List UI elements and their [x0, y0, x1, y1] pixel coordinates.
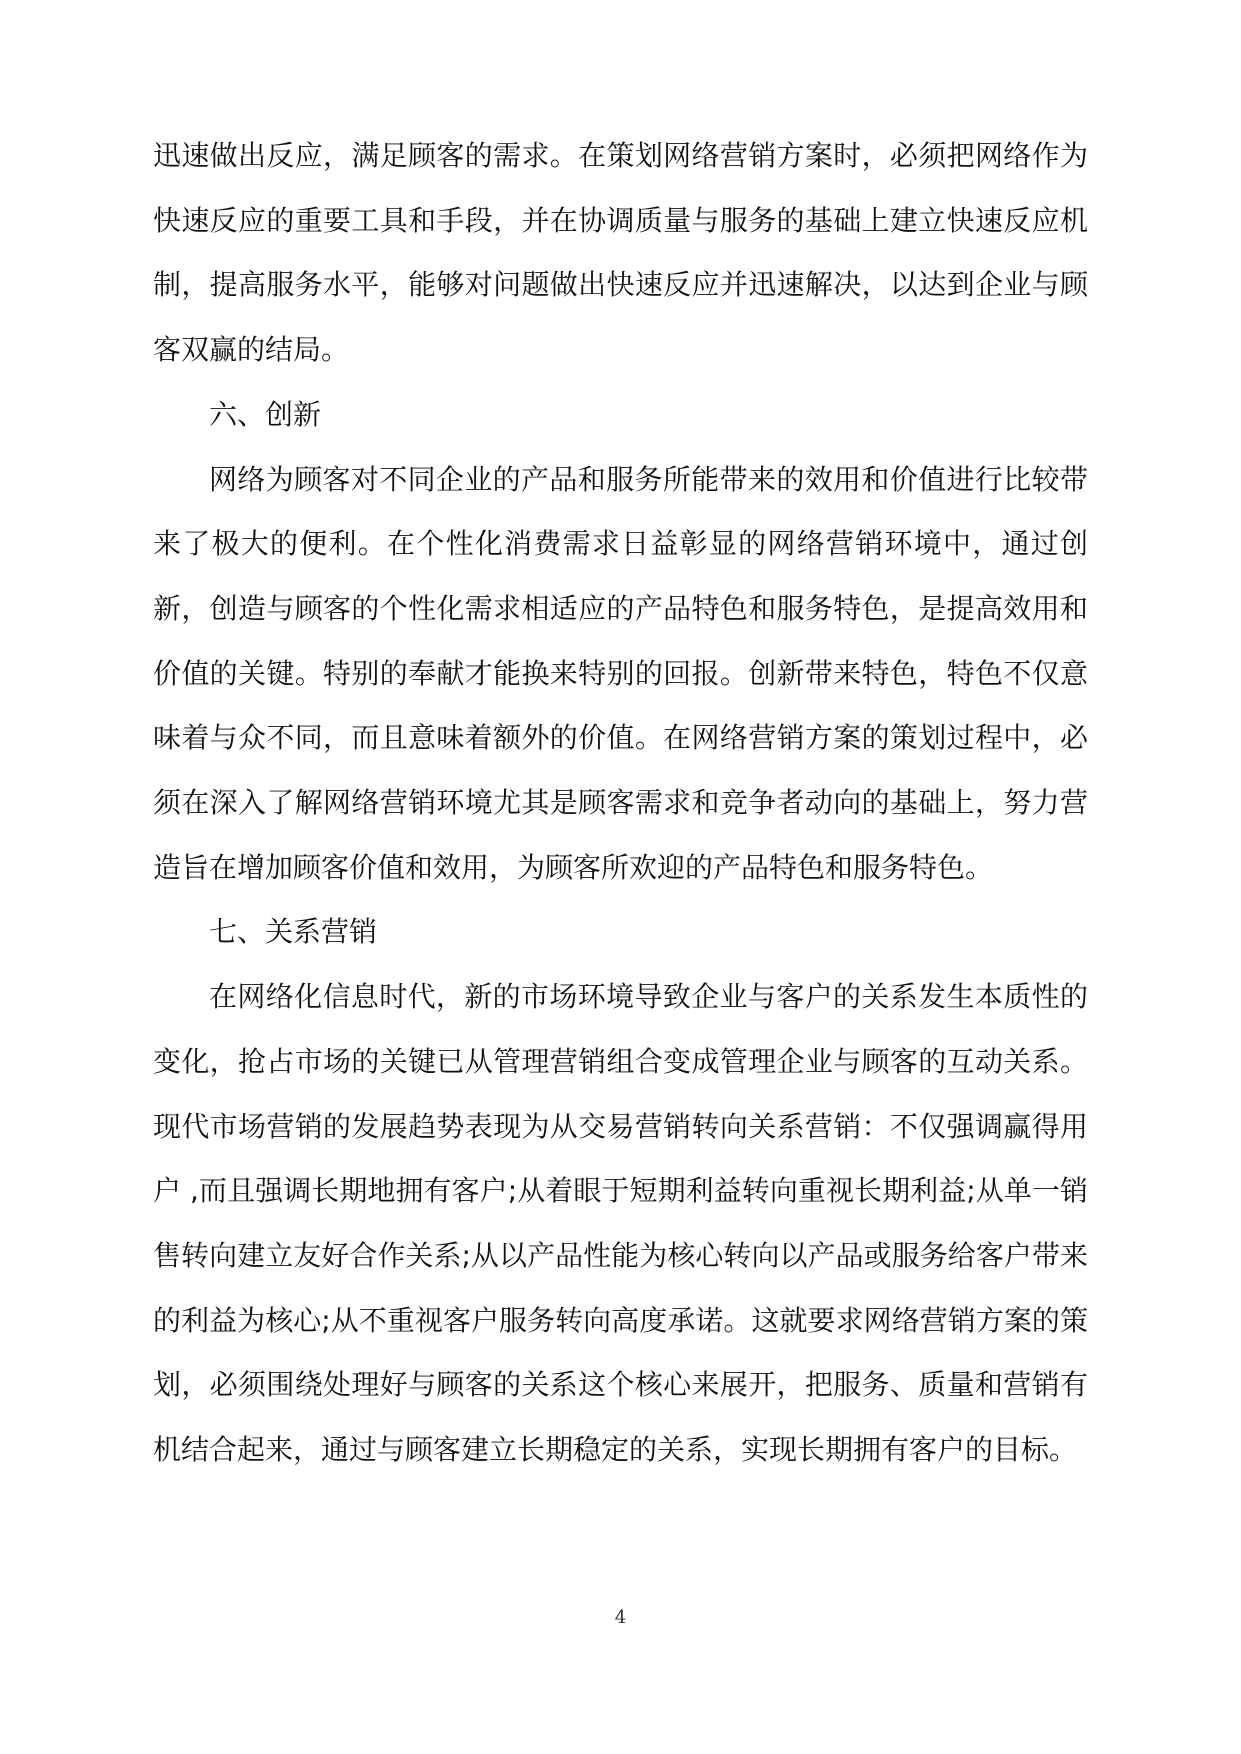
paragraph-innovation: 网络为顾客对不同企业的产品和服务所能带来的效用和价值进行比较带来了极大的便利。在个性化消费需求日益彰显的网络营销环境中，通过创新，创造与顾客的个性化需求相适应的产品特色和服务特色，是提高效用和价值的关键。特别的奉献才能换来特别的回报。创新带来特色，特色不仅意味着与众不同，而且意味着额外的价值。在网络营销方案的策划过程中，必须在深入了解网络营销环境尤其是顾客需求和竞争者动向的基础上，努力营造旨在增加顾客价值和效用，为顾客所欢迎的产品特色和服务特色。 — [153, 462, 1088, 884]
section-heading-relationship-marketing: 七、关系营销 — [209, 915, 378, 949]
page-number: 4 — [614, 1607, 627, 1628]
section-heading-innovation: 六、创新 — [209, 397, 322, 431]
paragraph-continuation: 迅速做出反应，满足顾客的需求。在策划网络营销方案时，必须把网络作为快速反应的重要工具和手段，并在协调质量与服务的基础上建立快速反应机制，提高服务水平，能够对问题做出快速反应并迅速解决，以达到企业与顾客双赢的结局。 — [153, 139, 1088, 367]
paragraph-relationship-marketing: 在网络化信息时代，新的市场环境导致企业与客户的关系发生本质性的变化，抢占市场的关键已从管理营销组合变成管理企业与顾客的互动关系。现代市场营销的发展趋势表现为从交易营销转向关系营销：不仅强调赢得用户 ,而且强调长期地拥有客户;从着眼于短期利益转向重视长期利益;从单一销售转向建立友好合作关系;从以产品性能为核心转向以产品或服务给客户带来的利益为核心;从不重视客户服务转向高度承诺。这就要求网络营销方案的策划，必须围绕处理好与顾客的关系这个核心来展开，把服务、质量和营销有机结合起来，通过与顾客建立长期稳定的关系，实现长期拥有客户的目标。 — [153, 980, 1088, 1467]
document-body — [153, 124, 1088, 1483]
